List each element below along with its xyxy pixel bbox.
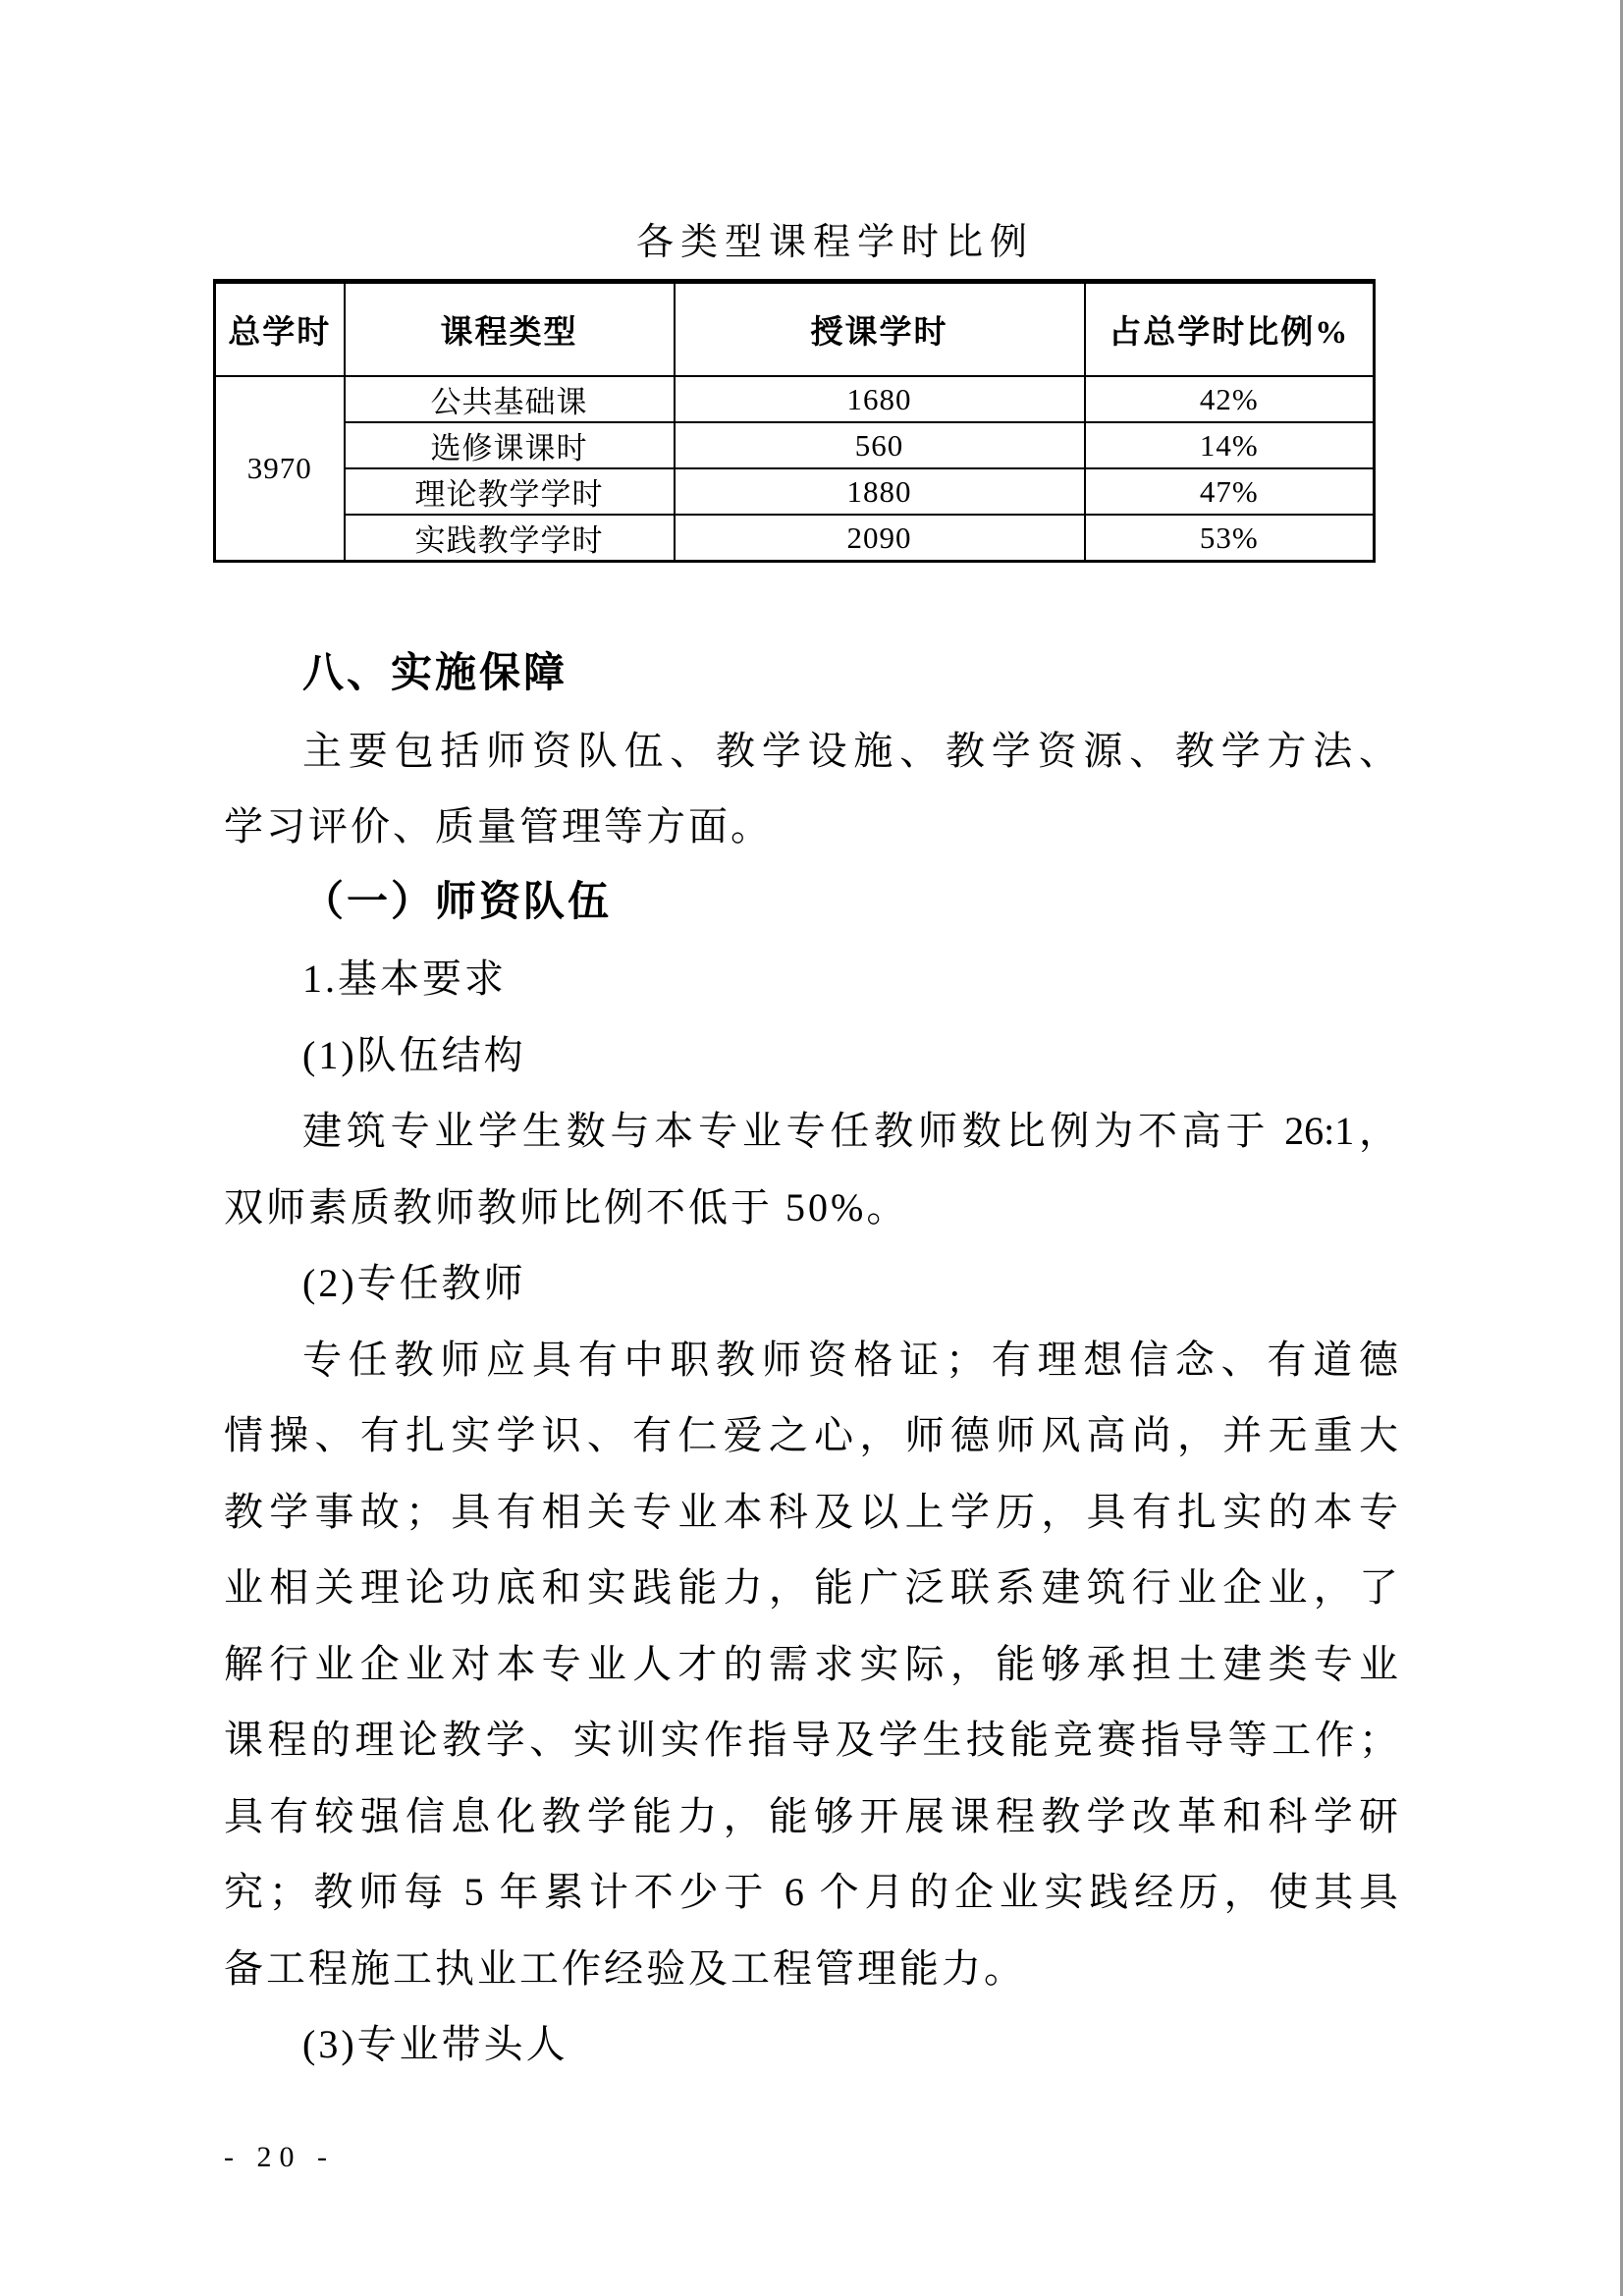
total-hours-cell: 3970 (215, 376, 345, 562)
text-line: 建筑专业学生数与本专业专任教师数比例为不高于 26:1， (302, 1109, 1398, 1153)
subsection-heading: （一）师资队伍 (302, 879, 613, 925)
course-type-cell: 实践教学学时 (345, 515, 675, 562)
text-line: (1)队伍结构 (302, 1032, 526, 1077)
hours-cell: 560 (675, 422, 1085, 468)
text-line: (2)专任教师 (302, 1261, 526, 1305)
header-percentage: 占总学时比例% (1085, 282, 1375, 377)
hours-cell: 1680 (675, 376, 1085, 422)
section-heading: 八、实施保障 (302, 651, 568, 696)
text-line: 教学事故；具有相关专业本科及以上学历，具有扎实的本专 (224, 1489, 1398, 1534)
header-course-type: 课程类型 (345, 282, 675, 377)
header-total-hours: 总学时 (215, 282, 345, 377)
course-hours-table (213, 279, 1376, 563)
table-header-row (215, 282, 1375, 377)
text-line: 备工程施工执业工作经验及工程管理能力。 (224, 1945, 1026, 1991)
text-line: (3)专业带头人 (302, 2022, 568, 2066)
table-row (215, 376, 1375, 422)
table-row (215, 515, 1375, 562)
text-line: 具有较强信息化教学能力，能够开展课程教学改革和科学研 (224, 1793, 1398, 1838)
course-type-cell: 公共基础课 (345, 376, 675, 422)
text-line: 双师素质教师教师比例不低于 50%。 (224, 1184, 909, 1230)
course-type-cell: 选修课课时 (345, 422, 675, 468)
text-line: 课程的理论教学、实训实作指导及学生技能竞赛指导等工作； (224, 1718, 1398, 1762)
percentage-cell: 47% (1085, 468, 1375, 515)
text-line: 1.基本要求 (302, 957, 507, 1001)
text-line: 情操、有扎实学识、有仁爱之心，师德师风高尚，并无重大 (224, 1413, 1398, 1457)
text-line: 专任教师应具有中职教师资格证；有理想信念、有道德 (302, 1337, 1398, 1382)
text-line: 学习评价、质量管理等方面。 (224, 804, 773, 848)
text-line: 解行业企业对本专业人才的需求实际，能够承担土建类专业 (224, 1641, 1398, 1686)
percentage-cell: 42% (1085, 376, 1375, 422)
text-line: 主要包括师资队伍、教学设施、教学资源、教学方法、 (302, 728, 1398, 773)
percentage-cell: 14% (1085, 422, 1375, 468)
table-title: 各类型课程学时比例 (635, 222, 1034, 263)
text-line: 究；教师每 5 年累计不少于 6 个月的企业实践经历，使其具 (224, 1870, 1398, 1914)
hours-cell: 1880 (675, 468, 1085, 515)
body-text (224, 636, 1398, 2083)
hours-cell: 2090 (675, 515, 1085, 562)
course-type-cell: 理论教学学时 (345, 468, 675, 515)
table-row (215, 422, 1375, 468)
page-number: - 20 - (224, 2141, 335, 2173)
text-line: 业相关理论功底和实践能力，能广泛联系建筑行业企业，了 (224, 1565, 1398, 1610)
percentage-cell: 53% (1085, 515, 1375, 562)
header-teaching-hours: 授课学时 (675, 282, 1085, 377)
table-row (215, 468, 1375, 515)
